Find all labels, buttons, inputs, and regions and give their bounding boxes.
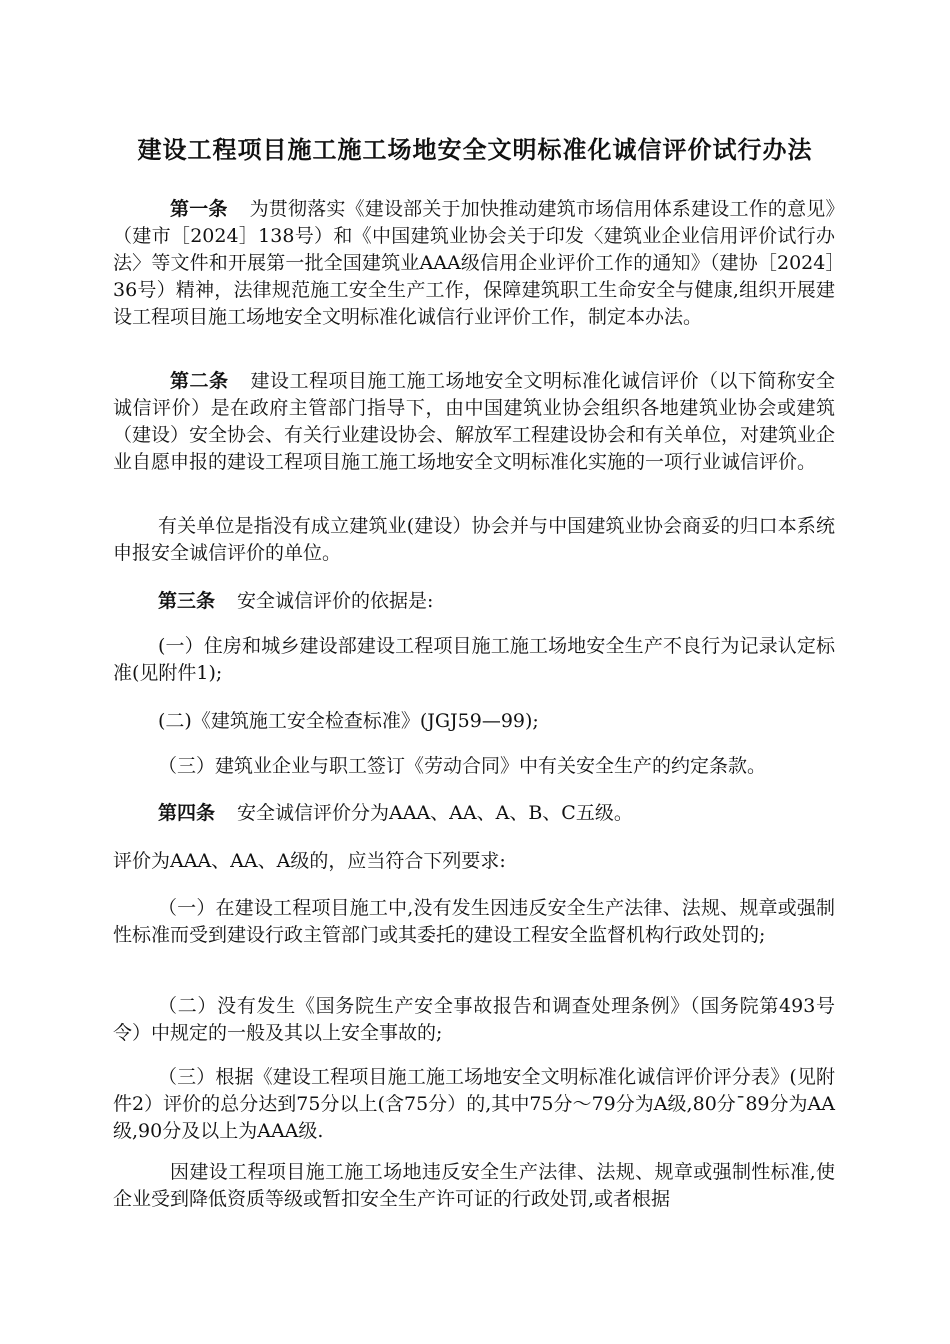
paragraph-text: 安全诚信评价的依据是: bbox=[237, 590, 434, 612]
paragraph-basis-3 bbox=[113, 753, 835, 780]
paragraph-requirements-intro bbox=[113, 848, 835, 875]
paragraph-basis-2 bbox=[113, 708, 835, 735]
paragraph-text: 建设工程项目施工施工场地安全文明标准化诚信评价（以下简称安全诚信评价）是在政府主管部门指导下，由中国建筑业协会组织各地建筑业协会或建筑（建设）安全协会、有关行业建设协会、解放军工程建设协会和有关单位，对建筑业企业自愿申报的建设工程项目施工施工场地安全文明标准化实施的一项行业诚信评价。 bbox=[113, 370, 836, 473]
paragraph-article-3 bbox=[113, 588, 835, 615]
paragraph-text: 因建设工程项目施工施工场地违反安全生产法律、法规、规章或强制性标准,使企业受到降低资质等级或暂扣安全生产许可证的行政处罚,或者根据 bbox=[113, 1161, 835, 1210]
document-title: 建设工程项目施工施工场地安全文明标准化诚信评价试行办法 bbox=[137, 135, 813, 164]
paragraph-requirement-2 bbox=[113, 993, 835, 1047]
paragraph-text: 评价为AAA、AA、A级的，应当符合下列要求: bbox=[113, 850, 506, 872]
paragraph-text: 有关单位是指没有成立建筑业(建设）协会并与中国建筑业协会商妥的归口本系统申报安全诚信评价的单位。 bbox=[113, 515, 835, 564]
paragraph-text: (二)《建筑施工安全检查标准》(JGJ59—99); bbox=[158, 710, 539, 732]
paragraph-requirement-3 bbox=[113, 1064, 835, 1145]
paragraph-text: （一）在建设工程项目施工中,没有发生因违反安全生产法律、法规、规章或强制性标准而受到建设行政主管部门或其委托的建设工程安全监督机构行政处罚的; bbox=[113, 897, 835, 946]
paragraph-article-2 bbox=[113, 368, 835, 476]
paragraph-text: （三）根据《建设工程项目施工施工场地安全文明标准化诚信评价评分表》(见附件2）评价的总分达到75分以上(含75分）的,其中75分～79分为A级,80分¯89分为AA级,90分及以上为AAA级. bbox=[113, 1066, 835, 1142]
article-number: 第三条 bbox=[158, 590, 216, 612]
article-number: 第四条 bbox=[158, 802, 216, 824]
paragraph-text: （三）建筑业企业与职工签订《劳动合同》中有关安全生产的约定条款。 bbox=[158, 755, 767, 777]
paragraph-text: 安全诚信评价分为AAA、AA、A、B、C五级。 bbox=[237, 802, 633, 824]
article-number: 第一条 bbox=[170, 198, 228, 220]
paragraph-related-units bbox=[113, 513, 835, 567]
paragraph-text: (一）住房和城乡建设部建设工程项目施工施工场地安全生产不良行为记录认定标准(见附件1); bbox=[113, 635, 835, 684]
paragraph-requirement-1 bbox=[113, 895, 835, 949]
paragraph-penalty bbox=[113, 1159, 835, 1213]
paragraph-text: 为贯彻落实《建设部关于加快推动建筑市场信用体系建设工作的意见》（建市［2024］138号）和《中国建筑业协会关于印发〈建筑业企业信用评价试行办法〉等文件和开展第一批全国建筑业AAA级信用企业评价工作的通知》（建协［2024］36号）精神，法律规范施工安全生产工作，保障建筑职工生命安全与健康,组织开展建设工程项目施工场地安全文明标准化诚信行业评价工作，制定本办法。 bbox=[113, 198, 835, 328]
paragraph-article-4 bbox=[113, 800, 835, 827]
article-number: 第二条 bbox=[170, 370, 229, 392]
paragraph-basis-1 bbox=[113, 633, 835, 687]
paragraph-text: （二）没有发生《国务院生产安全事故报告和调查处理条例》（国务院第493号令）中规定的一般及其以上安全事故的; bbox=[113, 995, 835, 1044]
paragraph-article-1 bbox=[113, 196, 835, 331]
